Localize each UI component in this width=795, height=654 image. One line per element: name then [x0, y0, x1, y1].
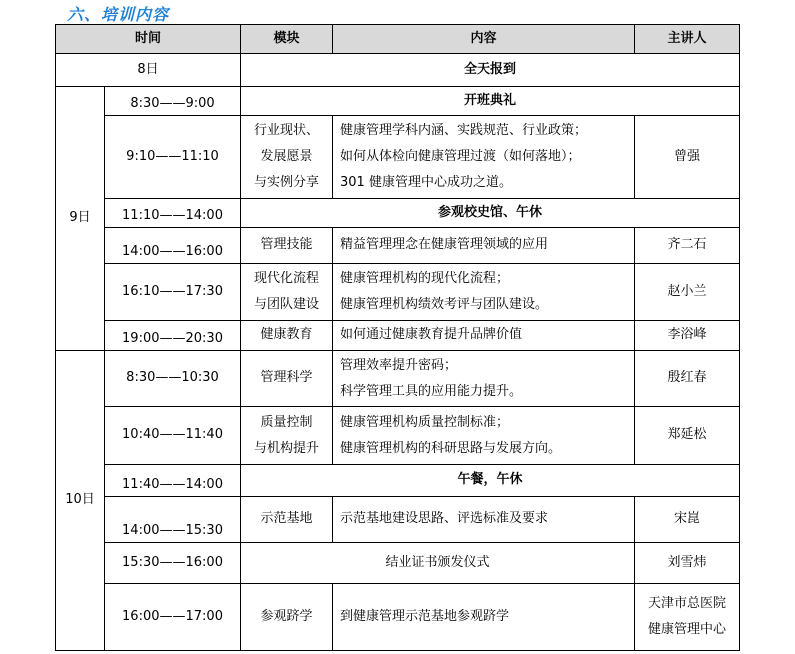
speaker-cell: 赵小兰: [635, 264, 740, 321]
table-row: [56, 351, 740, 407]
content-cell: [333, 351, 635, 407]
event-cell: 参观校史馆、午休: [241, 199, 740, 228]
time-cell: 8:30——10:30: [105, 351, 241, 407]
header-row: [56, 25, 740, 54]
speaker-cell: 李浴峰: [635, 321, 740, 351]
header-speaker: 主讲人: [635, 25, 740, 54]
module-cell: 参观跻学: [241, 584, 333, 651]
module-cell: 管理科学: [241, 351, 333, 407]
content-line: 管理效率提升密码；: [340, 357, 458, 373]
time-cell: 8:30——9:00: [105, 87, 241, 116]
event-cell: 结业证书颁发仪式: [241, 543, 635, 584]
table-row: [56, 584, 740, 651]
day-label: 8日: [56, 54, 241, 87]
time-cell: 16:00——17:00: [105, 584, 241, 651]
content-cell: 精益管理理念在健康管理领域的应用: [333, 228, 635, 264]
training-schedule-table: [55, 24, 740, 651]
content-line: 如何从体检向健康管理过渡（如何落地）；: [340, 149, 581, 164]
event-cell: 午餐，午休: [241, 465, 740, 497]
time-cell: 14:00——15:30: [105, 497, 241, 543]
speaker-cell: 曾强: [635, 116, 740, 199]
content-cell: 示范基地建设思路、评选标准及要求: [333, 497, 635, 543]
speaker-line: 健康管理中心: [648, 622, 727, 637]
content-cell: 到健康管理示范基地参观跻学: [333, 584, 635, 651]
content-cell: 如何通过健康教育提升品牌价值: [333, 321, 635, 351]
module-cell: 示范基地: [241, 497, 333, 543]
table-row: [56, 199, 740, 228]
speaker-cell: [635, 584, 740, 651]
table-row: [56, 497, 740, 543]
module-line: 质量控制: [260, 414, 313, 430]
event-cell: 全天报到: [241, 54, 740, 87]
content-cell: [333, 116, 635, 199]
table-row: [56, 87, 740, 116]
day-label: 9日: [56, 87, 105, 351]
module-cell: [241, 407, 333, 465]
header-time: 时间: [56, 25, 241, 54]
time-cell: 14:00——16:00: [105, 228, 241, 264]
time-cell: 16:10——17:30: [105, 264, 241, 321]
module-cell: 健康教育: [241, 321, 333, 351]
table-row: [56, 54, 740, 87]
table-row: [56, 228, 740, 264]
speaker-line: 天津市总医院: [648, 596, 727, 611]
module-line: 发展愿景: [260, 149, 313, 164]
content-line: 301 健康管理中心成功之道。: [340, 175, 512, 190]
content-line: 健康管理机构的现代化流程；: [340, 271, 510, 286]
module-line: 与机构提升: [254, 440, 320, 456]
speaker-cell: 齐二石: [635, 228, 740, 264]
time-cell: 15:30——16:00: [105, 543, 241, 584]
module-line: 现代化流程: [254, 271, 320, 286]
time-cell: 11:40——14:00: [105, 465, 241, 497]
content-line: 健康管理机构质量控制标准；: [340, 414, 510, 430]
table-row: [56, 321, 740, 351]
time-cell: 9:10——11:10: [105, 116, 241, 199]
event-cell: 开班典礼: [241, 87, 740, 116]
content-line: 健康管理机构的科研思路与发展方向。: [340, 440, 562, 456]
speaker-cell: 宋崑: [635, 497, 740, 543]
section-title: 六、培训内容: [67, 5, 170, 24]
header-module: 模块: [241, 25, 333, 54]
time-cell: 10:40——11:40: [105, 407, 241, 465]
speaker-cell: 郑延松: [635, 407, 740, 465]
module-cell: [241, 264, 333, 321]
module-line: 与实例分享: [254, 175, 320, 190]
time-cell: 11:10——14:00: [105, 199, 241, 228]
speaker-cell: 殷红春: [635, 351, 740, 407]
module-line: 与团队建设: [254, 297, 320, 312]
table-row: [56, 543, 740, 584]
speaker-cell: 刘雪炜: [635, 543, 740, 584]
table-row: [56, 264, 740, 321]
module-line: 行业现状、: [254, 123, 320, 138]
time-cell: 19:00——20:30: [105, 321, 241, 351]
content-line: 健康管理机构绩效考评与团队建设。: [340, 297, 549, 312]
content-line: 科学管理工具的应用能力提升。: [340, 383, 523, 399]
header-content: 内容: [333, 25, 635, 54]
content-line: 健康管理学科内涵、实践规范、行业政策；: [340, 123, 588, 138]
day-label: 10日: [56, 351, 105, 651]
content-cell: [333, 264, 635, 321]
table-row: [56, 407, 740, 465]
module-cell: 管理技能: [241, 228, 333, 264]
content-cell: [333, 407, 635, 465]
module-cell: [241, 116, 333, 199]
table-row: [56, 116, 740, 199]
table-row: [56, 465, 740, 497]
